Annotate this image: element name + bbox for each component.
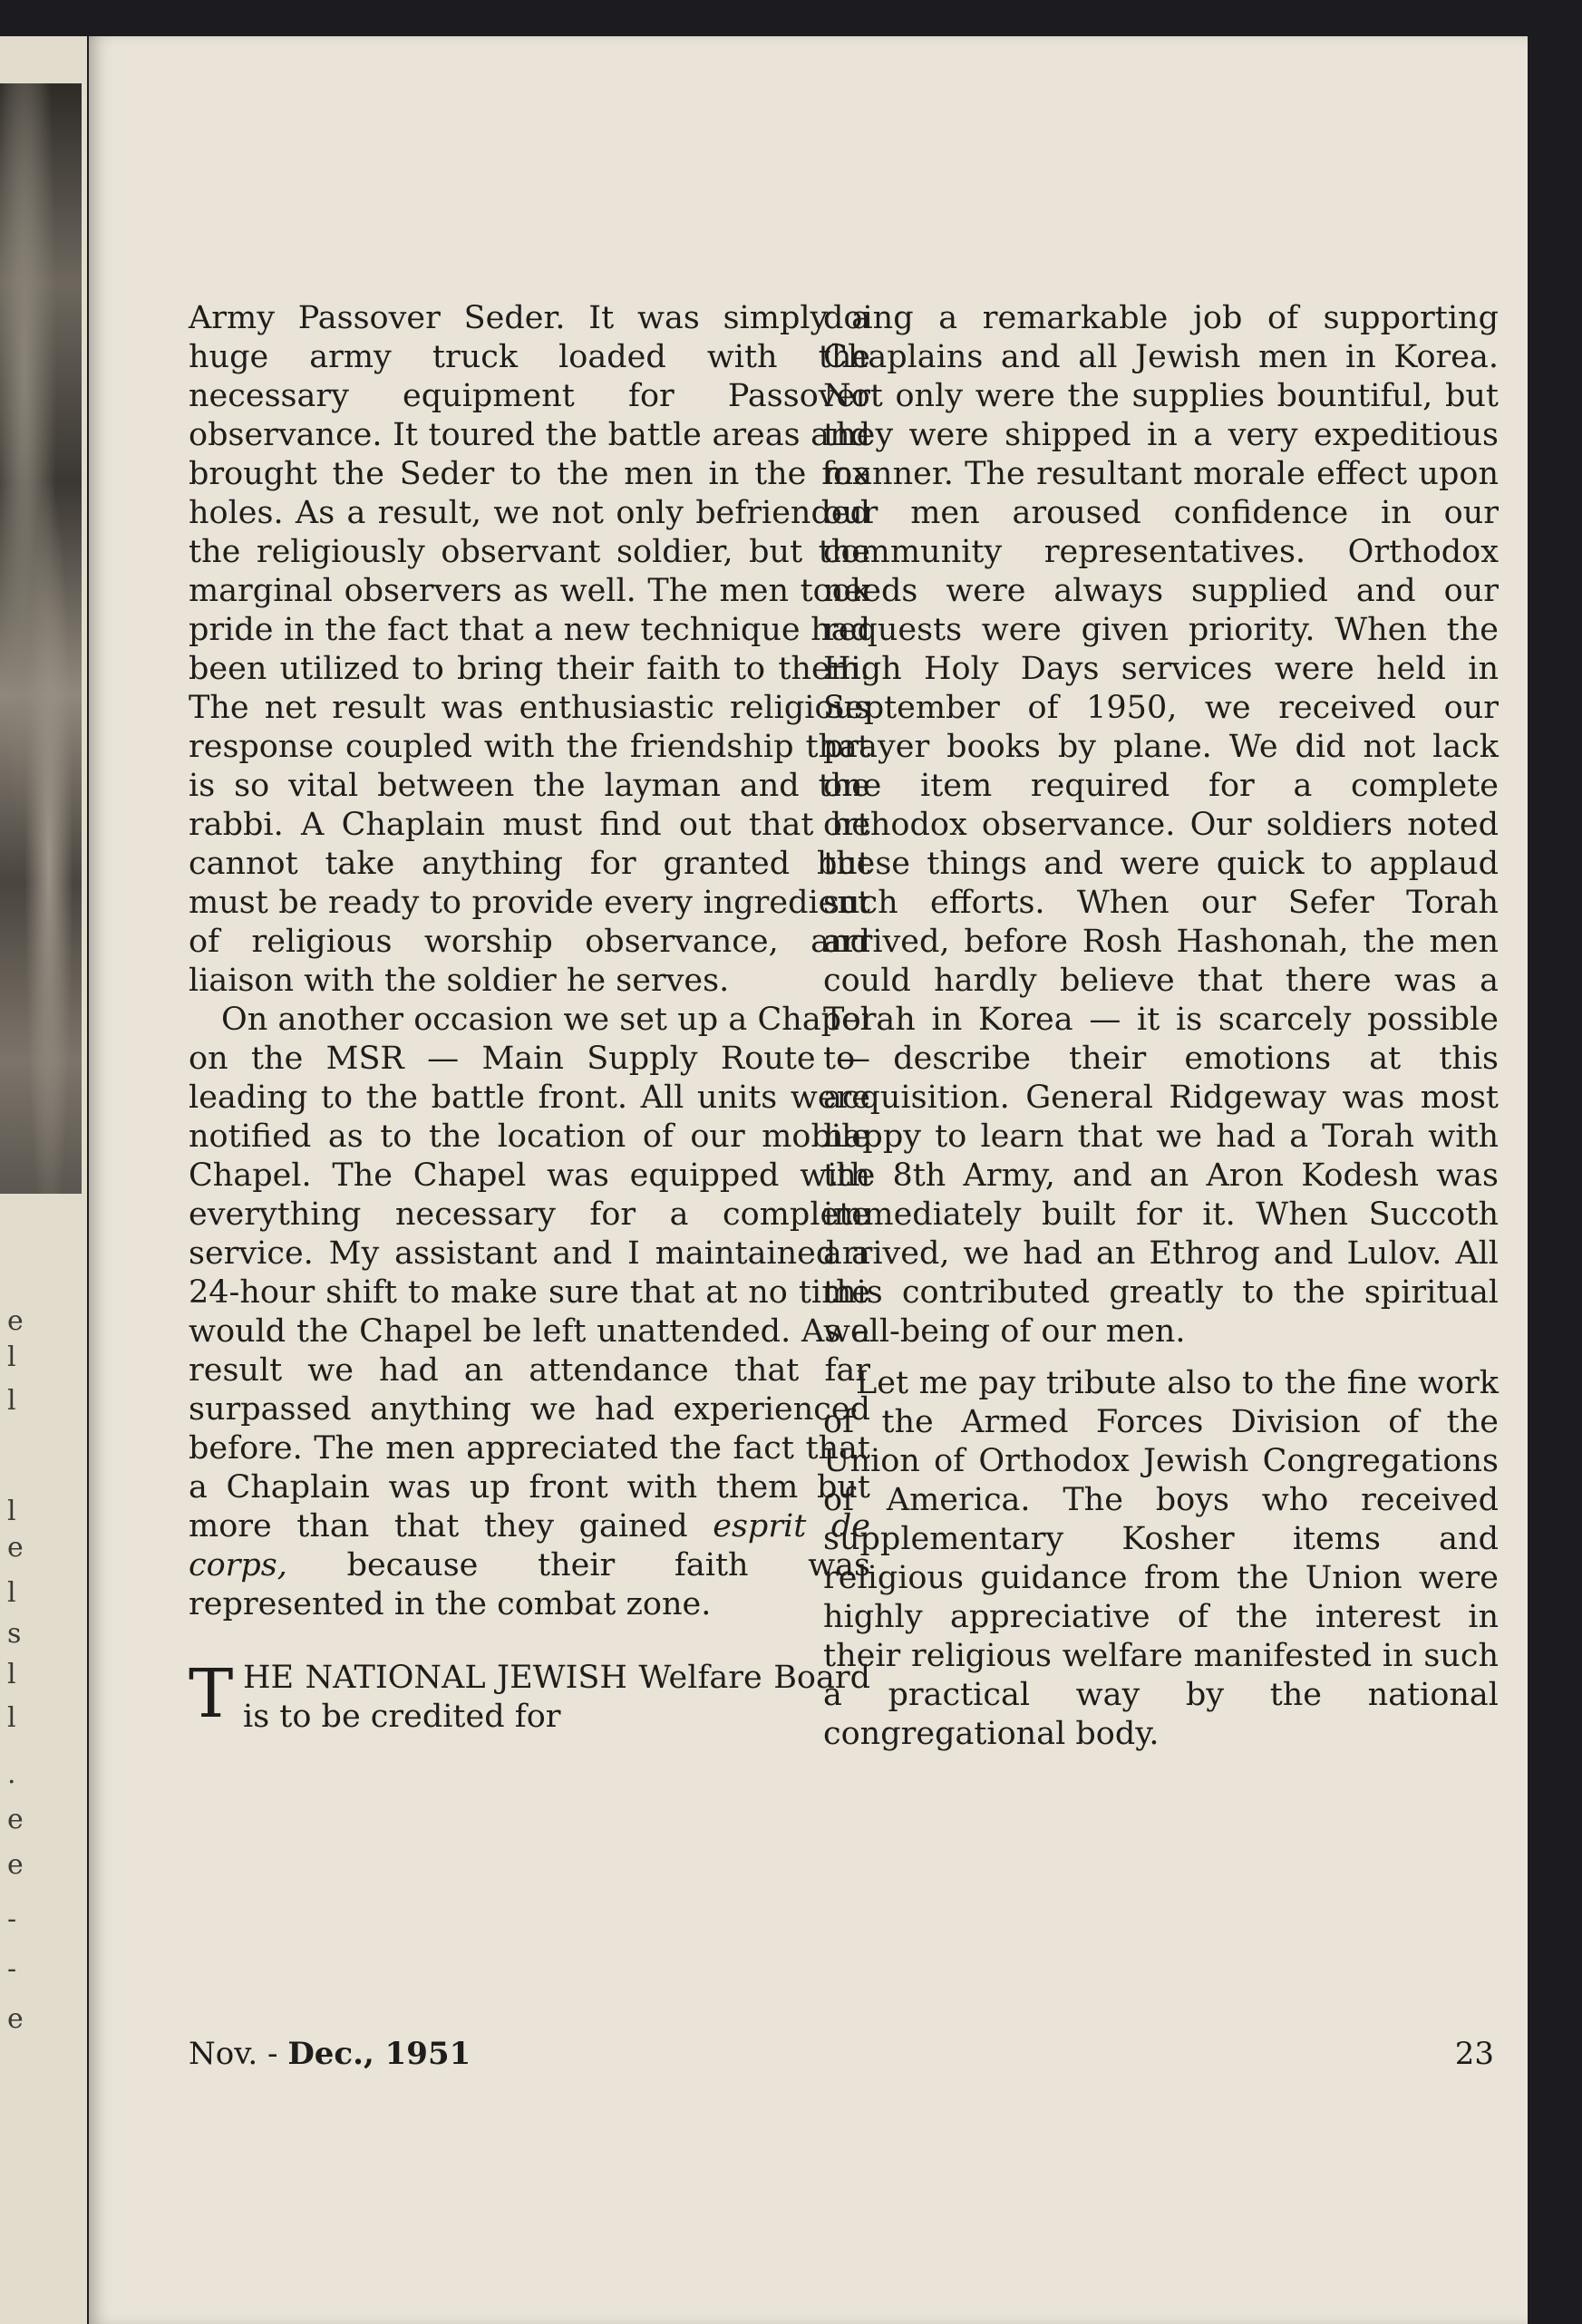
facing-page-fragment: e bbox=[7, 1532, 24, 1564]
page-number: 23 bbox=[1454, 2036, 1494, 2072]
facing-page-fragment: - bbox=[7, 1903, 17, 1935]
paragraph-jwb-support: doing a remarkable job of supporting Chaplains and all Jewish men in Korea. Not only were the supplies bountiful, but they were shipped in a very expeditious manner. The resultant morale effect upon our men aroused confidence in our community representatives. Orthodox needs were always supplied and our requests were given priority. When the High Holy Days services were held in September of 1950, we received our prayer books by plane. We did not lack one item required for a complete orthodox observance. Our soldiers noted these things and were quick to applaud such efforts. When our Sefer Torah arrived, before Rosh Hashonah, the men could hardly believe that there was a Torah in Korea — it is scarcely possible to describe their emotions at this acquisition. General Ridgeway was most happy to learn that we had a Torah with the 8th Army, and an Aron Kodesh was immediately built for it. When Succoth arrived, we had an Ethrog and Lulov. All this contributed greatly to the spiritual well-being of our men. bbox=[823, 300, 1499, 1350]
facing-page-fragment: e bbox=[7, 1804, 24, 1835]
issue-date: Dec., 1951 bbox=[287, 2036, 471, 2072]
issue-prefix: Nov. - bbox=[189, 2036, 288, 2072]
facing-page-fragment: e bbox=[7, 1305, 24, 1337]
paragraph-union-tribute: Let me pay tribute also to the fine work of the Armed Forces Division of the Union of Orthodox Jewish Congregations of America. The boys who received supplementary Kosher items and religious guidance from the Union were highly appreciative of the interest in their religious welfare manifested in such a practical way by the national congregational body. bbox=[823, 1365, 1499, 1752]
italic-phrase: esprit de corps, bbox=[189, 1508, 870, 1583]
facing-page-fragment: - bbox=[7, 1953, 17, 1985]
paragraph-msr-chapel bbox=[189, 1001, 870, 1624]
facing-page-fragment: l bbox=[7, 1496, 16, 1527]
facing-page-fragment: l bbox=[7, 1659, 16, 1690]
facing-page-fragment: e bbox=[7, 1849, 24, 1881]
facing-page-fragment: e bbox=[7, 2003, 24, 2035]
paragraph-msr-chapel-text: On another occasion we set up a Chapel on the MSR — Main Supply Route — leading to the battle front. All units were notified as to the location of our mobile Chapel. The Chapel was equipped with everything necessary for a complete service. My assistant and I maintained a 24-hour shift to make sure that at no time would the Chapel be left unattended. As a result we had an attendance that far surpassed anything we had experienced before. The men appreciated the fact that a Chaplain was up front with them but more than that they gained bbox=[189, 1002, 870, 1544]
magazine-page bbox=[89, 36, 1528, 2324]
facing-page-photo bbox=[0, 83, 82, 1194]
facing-page-fragment: l bbox=[7, 1341, 16, 1373]
facing-page-fragment: s bbox=[7, 1618, 22, 1650]
facing-page-fragment: l bbox=[7, 1702, 16, 1734]
left-column bbox=[189, 299, 870, 1737]
paragraph-msr-chapel-end: because their faith was represented in the combat zone. bbox=[189, 1547, 870, 1622]
issue-date-footer bbox=[189, 2036, 471, 2072]
paragraph-passover-truck: Army Passover Seder. It was simply a huge army truck loaded with the necessary equipment for Passover observance. It toured the battle areas and brought the Seder to the men in the fox holes. As a result, we not only befriended the religiously observant soldier, but the marginal observers as well. The men took pride in the fact that a new technique had been utilized to bring their faith to them. The net result was enthusiastic religious response coupled with the friendship that is so vital between the layman and the rabbi. A Chaplain must find out that he cannot take anything for granted but must be ready to provide every ingredient of religious worship observance, and liaison with the soldier he serves. bbox=[189, 300, 870, 999]
right-column bbox=[823, 299, 1499, 1754]
section-opening-text: HE NATIONAL JEWISH Welfare Board is to be credited for bbox=[243, 1660, 870, 1735]
facing-page-fragment: l bbox=[7, 1385, 16, 1417]
section-opening bbox=[189, 1655, 870, 1737]
drop-cap: T bbox=[189, 1655, 234, 1733]
facing-page-edge bbox=[0, 36, 87, 2324]
facing-page-fragment: . bbox=[7, 1758, 16, 1790]
facing-page-fragment: l bbox=[7, 1577, 16, 1609]
scan-border bbox=[1528, 36, 1582, 2324]
